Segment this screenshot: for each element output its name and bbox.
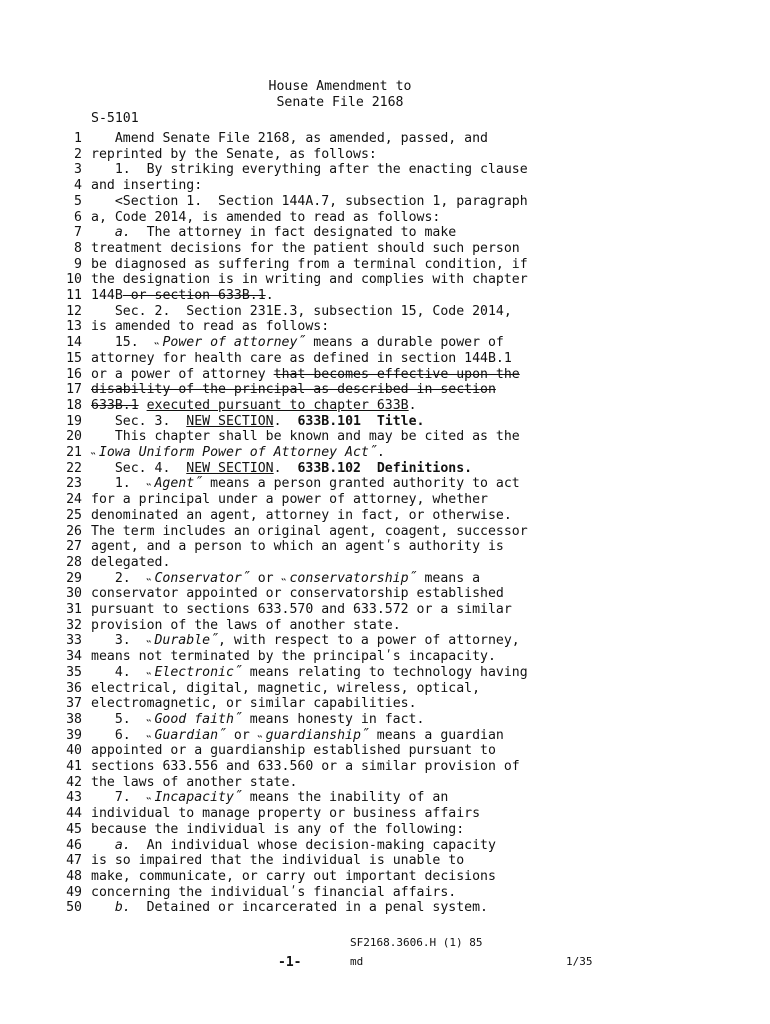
line-number: 10	[66, 272, 82, 287]
line-text: the designation is in writing and complies with chapter	[91, 272, 528, 287]
line-number: 11	[66, 288, 82, 303]
line-number: 33	[66, 633, 82, 648]
line-number: 5	[74, 194, 82, 209]
line-number: 37	[66, 696, 82, 711]
line-text: b. Detained or incarcerated in a penal system.	[114, 900, 488, 915]
line-number: 49	[66, 885, 82, 900]
line-text: is amended to read as follows:	[91, 319, 330, 334]
line-number: 27	[66, 539, 82, 554]
line-text: This chapter shall be known and may be cited as the	[91, 429, 520, 444]
line-text: concerning the individualʹs financial affairs.	[91, 885, 457, 900]
line-text: be diagnosed as suffering from a terminal condition, if	[91, 257, 528, 272]
line-text: or a power of attorney that becomes effective upon the	[91, 367, 520, 382]
line-text: 5. ˵Good faith˝ means honesty in fact.	[91, 712, 425, 727]
line-text: <Section 1. Section 144A.7, subsection 1, paragraph	[91, 194, 528, 209]
line-number: 19	[66, 414, 82, 429]
line-number: 16	[66, 367, 82, 382]
line-text: the laws of another state.	[91, 775, 298, 790]
line-text: for a principal under a power of attorney, whether	[91, 492, 488, 507]
line-text: 15. ˵Power of attorney˝ means a durable power of	[91, 335, 504, 350]
line-number: 4	[74, 178, 82, 193]
document-title-line2: Senate File 2168	[276, 95, 404, 110]
line-text: 3. ˵Durable˝, with respect to a power of attorney,	[91, 633, 520, 648]
line-number: 34	[66, 649, 82, 664]
line-text: because the individual is any of the following:	[91, 822, 465, 837]
line-number: 7	[74, 225, 82, 240]
line-text: attorney for health care as defined in section 144B.1	[91, 351, 512, 366]
line-number: 1	[74, 131, 82, 146]
line-text: Sec. 4. NEW SECTION. 633B.102 Definitions.	[91, 461, 473, 476]
line-text: is so impaired that the individual is unable to	[91, 853, 465, 868]
line-text: pursuant to sections 633.570 and 633.572 or a similar	[91, 602, 512, 617]
line-number: 42	[66, 775, 82, 790]
line-text: 1. ˵Agent˝ means a person granted authority to act	[91, 476, 520, 491]
footer-page-number: -1-	[278, 955, 302, 970]
line-number: 3	[74, 162, 82, 177]
line-text: electromagnetic, or similar capabilities.	[91, 696, 417, 711]
line-number: 26	[66, 524, 82, 539]
line-text: a, Code 2014, is amended to read as follows:	[91, 210, 441, 225]
line-number: 32	[66, 618, 82, 633]
line-number: 31	[66, 602, 82, 617]
amendment-id: S-5101	[91, 111, 139, 126]
line-number: 41	[66, 759, 82, 774]
line-text: and inserting:	[91, 178, 203, 193]
line-text: denominated an agent, attorney in fact, or otherwise.	[91, 508, 512, 523]
line-number: 36	[66, 681, 82, 696]
line-number: 14	[66, 335, 82, 350]
line-text: treatment decisions for the patient should such person	[91, 241, 520, 256]
line-text: 633B.1 executed pursuant to chapter 633B.	[91, 398, 417, 413]
line-text: electrical, digital, magnetic, wireless, optical,	[91, 681, 481, 696]
line-number: 20	[66, 429, 82, 444]
footer-document-code: SF2168.3606.H (1) 85	[350, 936, 483, 949]
footer-page-count: 1/35	[566, 955, 593, 968]
line-text: Sec. 3. NEW SECTION. 633B.101 Title.	[91, 414, 425, 429]
line-text: 7. ˵Incapacity˝ means the inability of an	[91, 790, 449, 805]
line-text: make, communicate, or carry out important decisions	[91, 869, 496, 884]
line-number: 24	[66, 492, 82, 507]
line-text: agent, and a person to which an agentʹs authority is	[91, 539, 504, 554]
line-number: 23	[66, 476, 82, 491]
line-number: 9	[74, 257, 82, 272]
line-text: means not terminated by the principalʹs incapacity.	[91, 649, 496, 664]
line-number: 17	[66, 382, 82, 397]
line-text: sections 633.556 and 633.560 or a similar provision of	[91, 759, 520, 774]
line-text: a. The attorney in fact designated to make	[114, 225, 457, 240]
line-text: Amend Senate File 2168, as amended, passed, and	[91, 131, 488, 146]
line-number: 44	[66, 806, 82, 821]
line-number: 8	[74, 241, 82, 256]
line-text: 2. ˵Conservator˝ or ˵conservatorship˝ means a	[91, 571, 481, 586]
line-number: 28	[66, 555, 82, 570]
line-number: 6	[74, 210, 82, 225]
line-number: 39	[66, 728, 82, 743]
line-text: 4. ˵Electronic˝ means relating to technology having	[91, 665, 528, 680]
line-number: 29	[66, 571, 82, 586]
line-text: 6. ˵Guardian˝ or ˵guardianship˝ means a guardian	[91, 728, 504, 743]
line-number: 35	[66, 665, 82, 680]
line-number: 18	[66, 398, 82, 413]
line-text: ˵Iowa Uniform Power of Attorney Act˝.	[91, 445, 385, 460]
line-text: Sec. 2. Section 231E.3, subsection 15, Code 2014,	[91, 304, 512, 319]
line-text: 144B or section 633B.1.	[91, 288, 274, 303]
line-number: 21	[66, 445, 82, 460]
document-title-line1: House Amendment to	[268, 79, 412, 94]
line-number: 47	[66, 853, 82, 868]
footer-initials: md	[350, 955, 364, 968]
line-number: 38	[66, 712, 82, 727]
line-number: 15	[66, 351, 82, 366]
line-number: 45	[66, 822, 82, 837]
line-number: 25	[66, 508, 82, 523]
line-number: 12	[66, 304, 82, 319]
line-text: 1. By striking everything after the enacting clause	[91, 162, 528, 177]
line-number: 30	[66, 586, 82, 601]
line-text: The term includes an original agent, coagent, successor	[91, 524, 528, 539]
line-number: 48	[66, 869, 82, 884]
line-text: appointed or a guardianship established pursuant to	[91, 743, 496, 758]
line-number: 50	[66, 900, 82, 915]
line-number: 43	[66, 790, 82, 805]
line-text: delegated.	[91, 555, 171, 570]
line-text: reprinted by the Senate, as follows:	[91, 147, 377, 162]
line-number: 22	[66, 461, 82, 476]
line-number: 40	[66, 743, 82, 758]
line-text: provision of the laws of another state.	[91, 618, 401, 633]
line-text: conservator appointed or conservatorship established	[91, 586, 504, 601]
line-number: 2	[74, 147, 82, 162]
line-number: 46	[66, 838, 82, 853]
line-text: a. An individual whose decision-making capacity	[114, 838, 496, 853]
line-text: individual to manage property or business affairs	[91, 806, 481, 821]
line-number: 13	[66, 319, 82, 334]
line-text: disability of the principal as described in section	[91, 382, 496, 397]
